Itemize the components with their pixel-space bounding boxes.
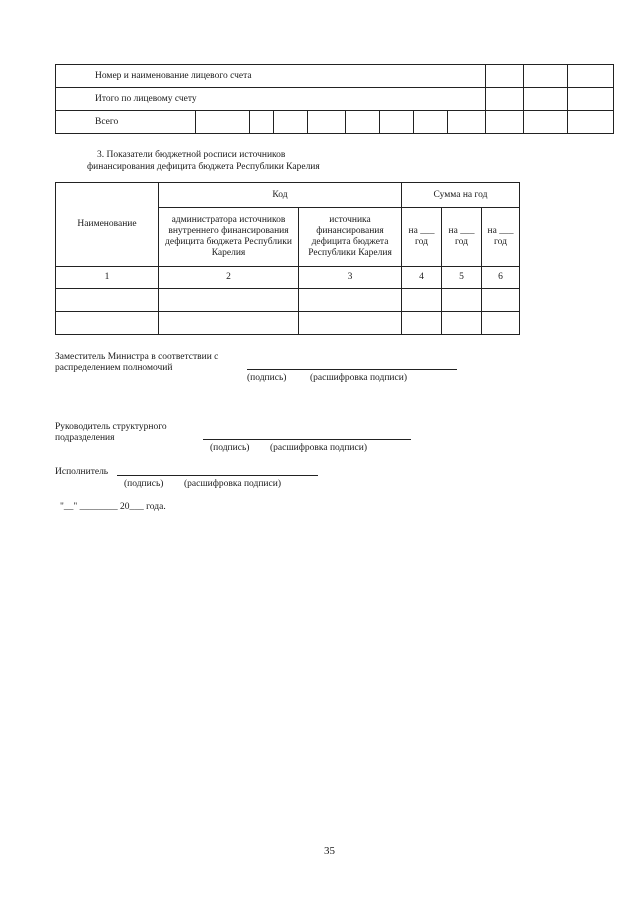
column-number: 5 [442,267,482,289]
column-header-year2: на ___ год [442,208,482,267]
column-header-source: источника финансирования дефицита бюджета Республики Карелия [299,208,402,267]
executor-signature-line [117,475,318,476]
section-title-line2: финансирования дефицита бюджета Республики Карелия [87,162,320,172]
table-row [56,88,614,111]
signature-decode-caption: (расшифровка подписи) [270,443,367,453]
column-header-code: Код [159,183,402,208]
page-number: 35 [324,845,335,857]
signature-decode-caption: (расшифровка подписи) [310,373,407,383]
column-number: 1 [56,267,159,289]
column-header-year3: на ___ год [482,208,520,267]
signature-caption: (подпись) [210,443,250,453]
column-header-year1: на ___ год [402,208,442,267]
table-header-row [56,183,520,208]
head-signature-line [203,439,411,440]
department-head-label-line2: подразделения [55,433,115,443]
section-title-line1: 3. Показатели бюджетной росписи источников [97,150,286,160]
table-row [56,289,520,312]
table-row [56,65,614,88]
column-number: 6 [482,267,520,289]
account-total-label: Итого по лицевому счету [56,88,486,111]
column-header-sum: Сумма на год [402,183,520,208]
column-number: 3 [299,267,402,289]
column-number: 2 [159,267,299,289]
budget-deficit-table [55,182,520,335]
column-header-name: Наименование [56,183,159,267]
deputy-minister-label-line2: распределением полномочий [55,363,173,373]
signature-caption: (подпись) [247,373,287,383]
date-line: "__" ________ 20___ года. [60,502,166,512]
deputy-signature-line [247,369,457,370]
deputy-minister-label-line1: Заместитель Министра в соответствии с [55,352,219,362]
table-row [56,312,520,335]
column-header-admin: администратора источников внутреннего финансирования дефицита бюджета Республики Карелия [159,208,299,267]
grand-total-label: Всего [56,111,196,134]
department-head-label-line1: Руководитель структурного [55,422,167,432]
table-row [56,111,614,134]
signature-caption: (подпись) [124,479,164,489]
executor-label: Исполнитель [55,467,109,477]
signature-decode-caption: (расшифровка подписи) [184,479,281,489]
column-number: 4 [402,267,442,289]
account-number-name-label: Номер и наименование лицевого счета [56,65,486,88]
account-summary-table [55,64,614,134]
column-number-row [56,267,520,289]
